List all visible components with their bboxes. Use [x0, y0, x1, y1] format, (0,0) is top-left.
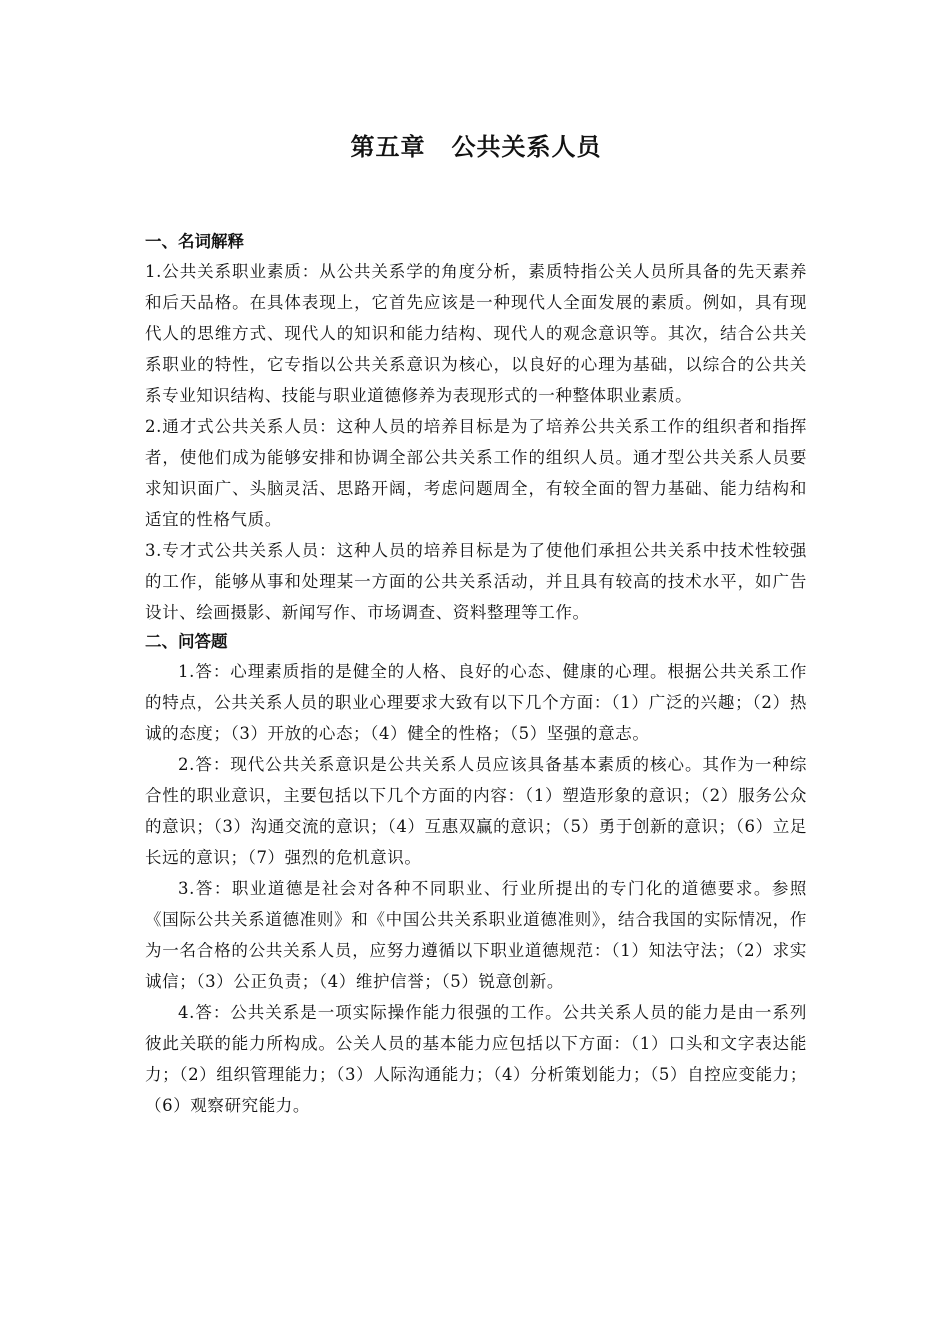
section-heading-qa: 二、问答题	[145, 632, 228, 651]
section-terms	[145, 228, 807, 628]
answer-3: 3.答：职业道德是社会对各种不同职业、行业所提出的专门化的道德要求。参照《国际公共关系道德准则》和《中国公共关系职业道德准则》，结合我国的实际情况，作为一名合格的公共关系人员，应努力遵循以下职业道德规范：（1）知法守法；（2）求实诚信；（3）公正负责；（4）维护信誉；（5）锐意创新。	[145, 879, 807, 991]
term-definition-2: 2.通才式公共关系人员：这种人员的培养目标是为了培养公共关系工作的组织者和指挥者，使他们成为能够安排和协调全部公共关系工作的组织人员。通才型公共关系人员要求知识面广、头脑灵活、思路开阔，考虑问题周全，有较全面的智力基础、能力结构和适宜的性格气质。	[145, 417, 807, 529]
answer-2: 2.答：现代公共关系意识是公共关系人员应该具备基本素质的核心。其作为一种综合性的职业意识，主要包括以下几个方面的内容：（1）塑造形象的意识；（2）服务公众的意识；（3）沟通交流的意识；（4）互惠双赢的意识；（5）勇于创新的意识；（6）立足长远的意识；（7）强烈的危机意识。	[145, 755, 807, 867]
chapter-name: 公共关系人员	[451, 133, 602, 161]
chapter-number: 第五章	[350, 133, 426, 161]
section-heading-terms: 一、名词解释	[145, 232, 244, 251]
term-definition-1: 1.公共关系职业素质：从公共关系学的角度分析，素质特指公关人员所具备的先天素养和后天品格。在具体表现上，它首先应该是一种现代人全面发展的素质。例如，具有现代人的思维方式、现代人的知识和能力结构、现代人的观念意识等。其次，结合公共关系职业的特性，它专指以公共关系意识为核心，以良好的心理为基础，以综合的公共关系专业知识结构、技能与职业道德修养为表现形式的一种整体职业素质。	[145, 262, 807, 405]
term-definition-3: 3.专才式公共关系人员：这种人员的培养目标是为了使他们承担公共关系中技术性较强的工作，能够从事和处理某一方面的公共关系活动，并且具有较高的技术水平，如广告设计、绘画摄影、新闻写作、市场调查、资料整理等工作。	[145, 541, 807, 622]
answer-1: 1.答：心理素质指的是健全的人格、良好的心态、健康的心理。根据公共关系工作的特点，公共关系人员的职业心理要求大致有以下几个方面：（1）广泛的兴趣；（2）热诚的态度；（3）开放的心态；（4）健全的性格；（5）坚强的意志。	[145, 662, 807, 743]
section-qa	[145, 628, 807, 1121]
answer-4: 4.答：公共关系是一项实际操作能力很强的工作。公共关系人员的能力是由一系列彼此关联的能力所构成。公关人员的基本能力应包括以下方面：（1）口头和文字表达能力；（2）组织管理能力；（3）人际沟通能力；（4）分析策划能力；（5）自控应变能力；（6）观察研究能力。	[145, 1003, 807, 1115]
document-page	[145, 130, 807, 1121]
chapter-title	[145, 130, 807, 164]
